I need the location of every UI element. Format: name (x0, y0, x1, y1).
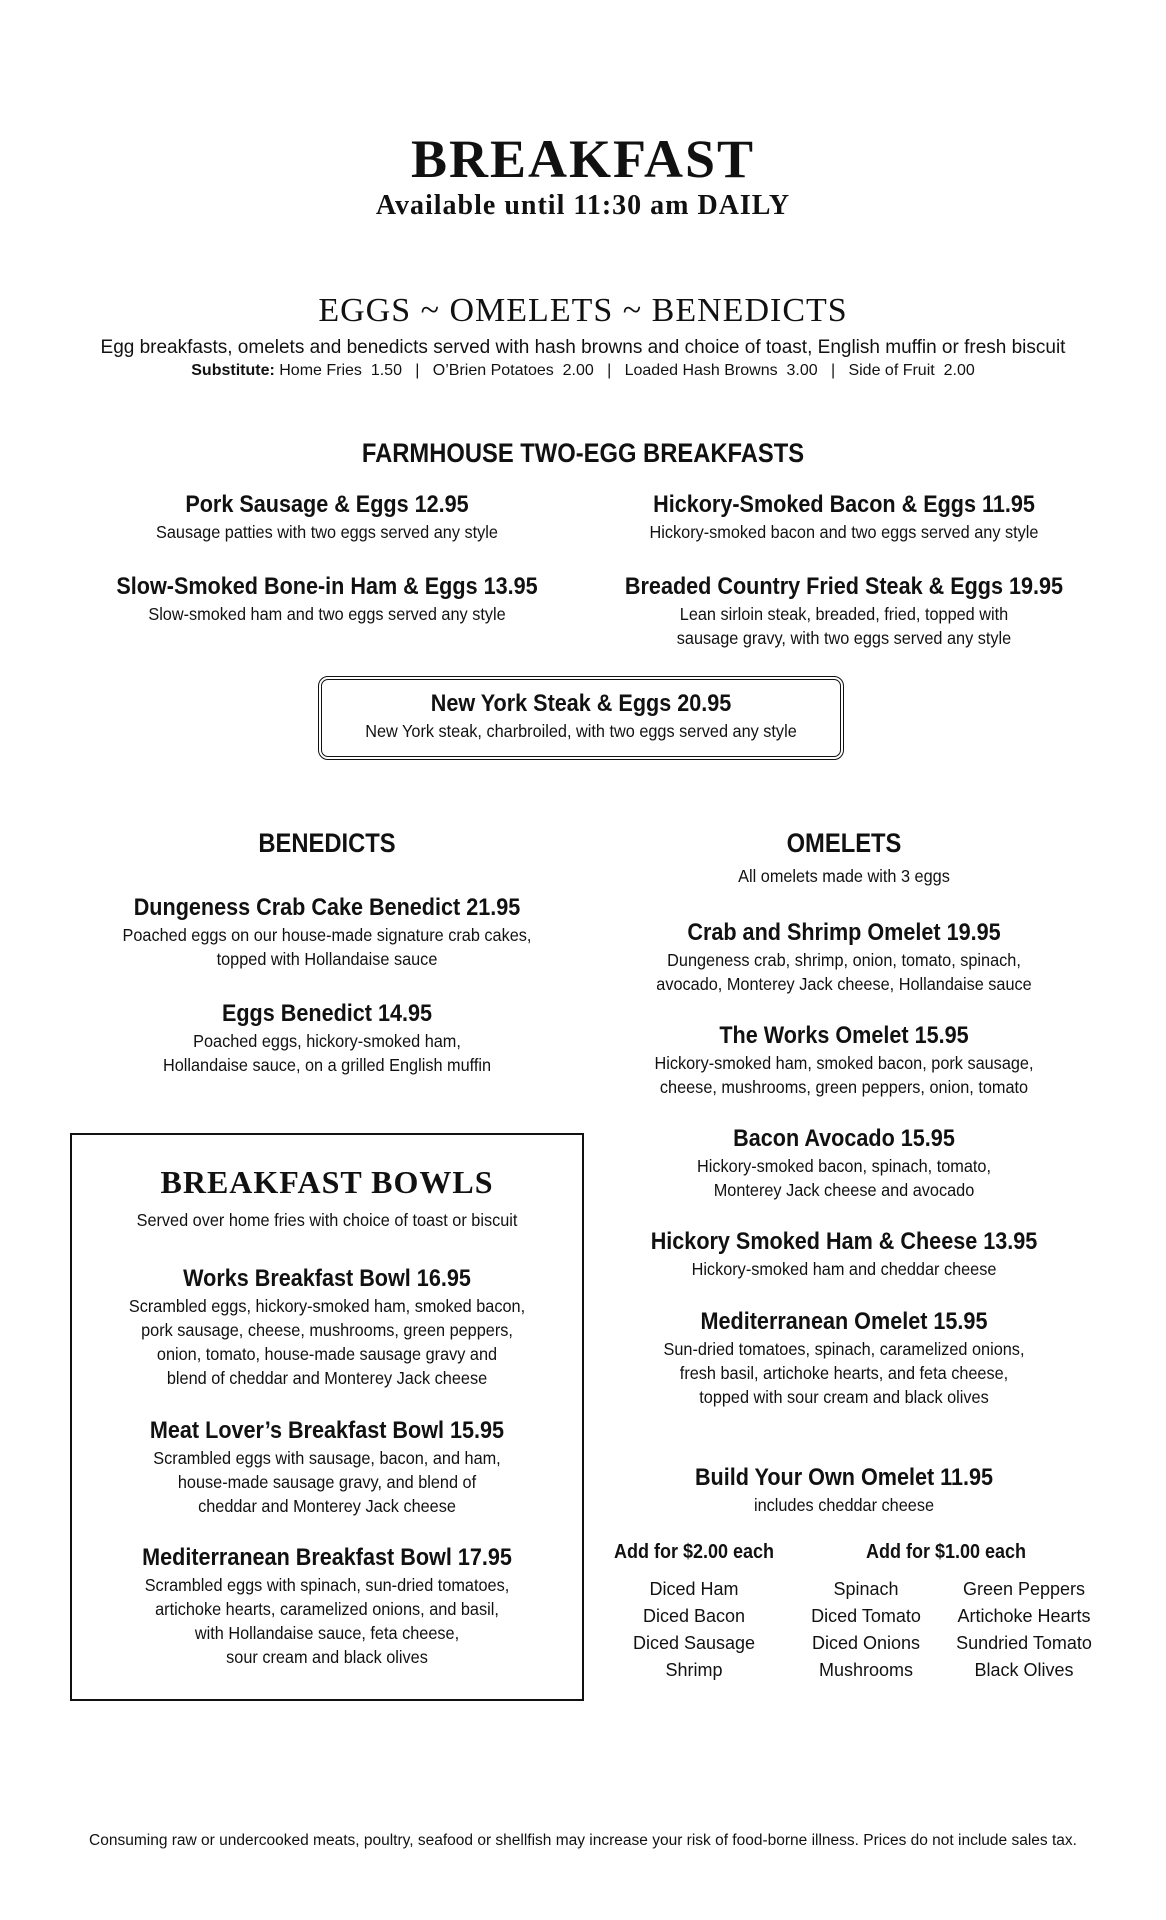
addon-option: Green Peppers (962, 1579, 1086, 1599)
item-name: Build Your Own Omelet 11.95 (694, 1464, 994, 1491)
menu-title: BREAKFAST (410, 129, 756, 189)
menu-item (594, 1227, 1094, 1281)
menu-item (594, 918, 1094, 996)
bowls-note: Served over home fries with choice of toast or biscuit (136, 1210, 518, 1230)
menu-item (594, 1307, 1094, 1409)
omelets-heading: OMELETS (786, 828, 902, 858)
menu-item (70, 490, 584, 544)
item-description: Dungeness crab, shrimp, onion, tomato, spinach, avocado, Monterey Jack cheese, Hollandaise sauce (656, 950, 1032, 994)
item-name: Eggs Benedict 14.95 (221, 1000, 433, 1027)
item-name: New York Steak & Eggs 20.95 (430, 690, 732, 717)
item-name: Slow-Smoked Bone-in Ham & Eggs 13.95 (116, 573, 538, 600)
addon-option: Spinach (833, 1579, 899, 1599)
item-description: Slow-smoked ham and two eggs served any style (148, 604, 506, 624)
item-description: Poached eggs, hickory-smoked ham, Hollandaise sauce, on a grilled English muffin (162, 1031, 492, 1075)
featured-menu-item (318, 689, 844, 743)
item-description: Hickory-smoked ham, smoked bacon, pork sausage, cheese, mushrooms, green peppers, onion, tomato (654, 1053, 1034, 1097)
addon-option: Black Olives (974, 1660, 1074, 1680)
section-description: Egg breakfasts, omelets and benedicts served with hash browns and choice of toast, English muffin or fresh biscuit (100, 337, 1066, 358)
item-name: Dungeness Crab Cake Benedict 21.95 (133, 894, 521, 921)
item-description: Scrambled eggs with sausage, bacon, and ham, house-made sausage gravy, and blend of cheddar and Monterey Jack cheese (153, 1448, 501, 1516)
addon-1-list-a (796, 1576, 936, 1684)
item-description: Poached eggs on our house-made signature crab cakes, topped with Hollandaise sauce (122, 925, 532, 969)
item-name: The Works Omelet 15.95 (719, 1022, 969, 1049)
menu-item (594, 572, 1094, 650)
benedicts-heading: BENEDICTS (258, 828, 396, 858)
addon-2-heading: Add for $2.00 each (613, 1541, 775, 1563)
build-your-own-item (594, 1463, 1094, 1517)
item-name: Pork Sausage & Eggs 12.95 (185, 491, 469, 518)
addon-option: Sundried Tomato (956, 1633, 1092, 1653)
item-description: Hickory-smoked bacon, spinach, tomato, Monterey Jack cheese and avocado (697, 1156, 991, 1200)
item-name: Mediterranean Breakfast Bowl 17.95 (142, 1544, 512, 1571)
menu-item (594, 1021, 1094, 1099)
item-description: Hickory-smoked ham and cheddar cheese (691, 1259, 997, 1279)
item-name: Breaded Country Fried Steak & Eggs 19.95 (624, 573, 1064, 600)
item-name: Works Breakfast Bowl 16.95 (183, 1265, 471, 1292)
substitute-label: Substitute: (191, 362, 275, 379)
addon-option: Diced Ham (649, 1579, 739, 1599)
menu-item (70, 1264, 584, 1390)
item-name: Hickory Smoked Ham & Cheese 13.95 (650, 1228, 1038, 1255)
item-description: New York steak, charbroiled, with two eggs served any style (365, 721, 797, 741)
item-description: Sausage patties with two eggs served any style (156, 522, 498, 542)
addon-1-heading: Add for $1.00 each (865, 1541, 1027, 1563)
addon-option: Artichoke Hearts (957, 1606, 1091, 1626)
item-description: Lean sirloin steak, breaded, fried, topped with sausage gravy, with two eggs served any style (676, 604, 1012, 648)
breakfast-bowls-heading: BREAKFAST BOWLS (160, 1164, 494, 1200)
addon-1-list-b (944, 1576, 1104, 1684)
menu-item (70, 572, 584, 626)
menu-item (70, 893, 584, 971)
substitute-options: Home Fries 1.50 | O’Brien Potatoes 2.00 | Loaded Hash Browns 3.00 | Side of Fruit 2.00 (279, 362, 975, 379)
item-name: Bacon Avocado 15.95 (733, 1125, 955, 1152)
item-description: Scrambled eggs with spinach, sun-dried tomatoes, artichoke hearts, caramelized onions, and basil, with Hollandaise sauce, feta cheese, sour cream and black olives (144, 1575, 510, 1667)
substitute-line (0, 362, 1166, 380)
menu-item (70, 1416, 584, 1518)
omelets-note: All omelets made with 3 eggs (738, 866, 950, 886)
item-description: includes cheddar cheese (753, 1495, 935, 1515)
item-name: Mediterranean Omelet 15.95 (700, 1308, 988, 1335)
item-description: Hickory-smoked bacon and two eggs served any style (649, 522, 1039, 542)
addon-option: Diced Tomato (811, 1606, 921, 1626)
item-name: Crab and Shrimp Omelet 19.95 (687, 919, 1001, 946)
addon-option: Diced Bacon (642, 1606, 746, 1626)
addon-option: Diced Sausage (632, 1633, 756, 1653)
addon-option: Diced Onions (811, 1633, 921, 1653)
addon-2-list (614, 1576, 774, 1684)
item-name: Hickory-Smoked Bacon & Eggs 11.95 (653, 491, 1035, 518)
addon-option: Mushrooms (818, 1660, 914, 1680)
menu-subtitle: Available until 11:30 am DAILY (375, 190, 791, 221)
menu-item (594, 490, 1094, 544)
addon-option: Shrimp (665, 1660, 723, 1680)
item-name: Meat Lover’s Breakfast Bowl 15.95 (149, 1417, 505, 1444)
menu-item (594, 1124, 1094, 1202)
farmhouse-heading: FARMHOUSE TWO-EGG BREAKFASTS (361, 438, 805, 468)
section-title: EGGS ~ OMELETS ~ BENEDICTS (318, 292, 848, 329)
menu-item (70, 999, 584, 1077)
menu-item (70, 1543, 584, 1669)
footer-disclaimer: Consuming raw or undercooked meats, poultry, seafood or shellfish may increase your risk of food-borne illness. Prices do not include sales tax. (89, 1832, 1077, 1849)
item-description: Scrambled eggs, hickory-smoked ham, smoked bacon, pork sausage, cheese, mushrooms, green peppers, onion, tomato, house-made sausage gravy and blend of cheddar and Monterey Jack cheese (128, 1296, 526, 1388)
item-description: Sun-dried tomatoes, spinach, caramelized onions, fresh basil, artichoke hearts, and feta cheese, topped with sour cream and black olives (663, 1339, 1025, 1407)
